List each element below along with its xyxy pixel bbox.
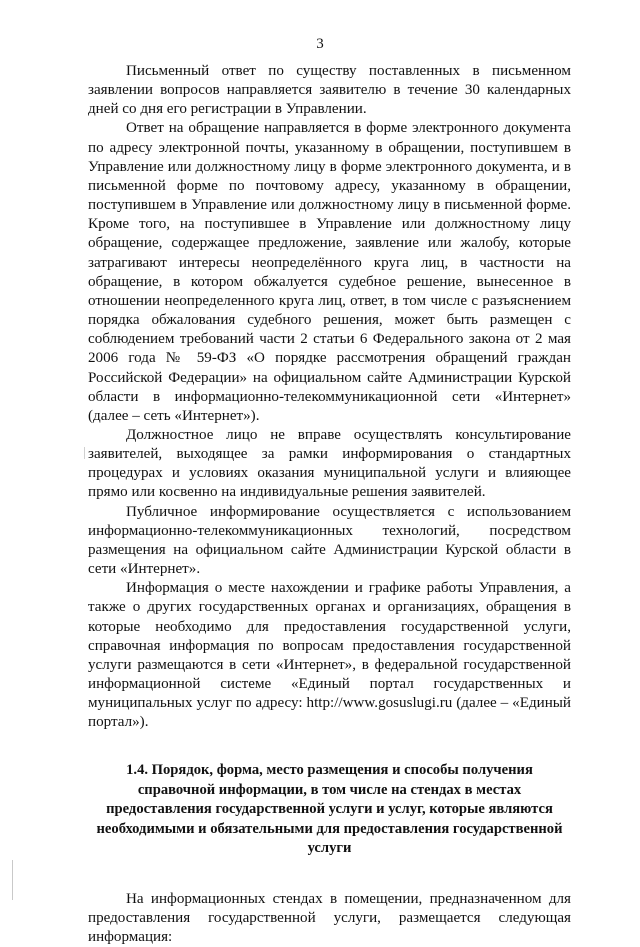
paragraph-location-info: Информация о месте нахождении и графике работы Управления, а также о других государственных органах и организациях, обращения в которые необходимо для предоставления государственной услуги, справочная информация по вопросам предоставления государственной услуги размещаются в сети «Интернет», в федеральной государственной информационной системе «Единый портал государственных и муниципальных услуг по адресу: http://www.gosuslugi.ru (далее – «Единый портал»). [88,580,571,731]
paragraph-public-informing: Публичное информирование осуществляется с использованием информационно-телекоммуникационных технологий, посредством размещения на официальном сайте Администрации Курской области в сети «Интернет». [88,503,571,578]
page-number: 3 [316,36,324,52]
paragraph-info-stands: На информационных стендах в помещении, предназначенном для предоставления государственной услуги, размещается следующая информация: [88,890,571,945]
section-heading: 1.4. Порядок, форма, место размещения и способы получения справочной информации, в том числе на стендах в местах предоставления государственной услуги и услуг, которые являются необходимыми и обязательными для предоставления государственной услуги [96,762,563,857]
scan-artifact [84,447,85,459]
scan-artifact [12,860,13,900]
paragraph-written-answer: Письменный ответ по существу поставленных в письменном заявлении вопросов направляется заявителю в течение 30 календарных дней со дня его регистрации в Управлении. [88,63,571,118]
paragraph-answer-delivery: Ответ на обращение направляется в форме электронного документа по адресу электронной почты, указанному в обращении, поступившем в Управление или должностному лицу в форме электронного документа, и в письменной форме по почтовому адресу, указанному в обращении, поступившем в Управление или должностному лицу в письменной форме. Кроме того, на поступившее в Управление или должностному лицу обращение, содержащее предложение, заявление или жалобу, которые затрагивают интересы неопределённого круга лиц, в частности на обращение, в котором обжалуется судебное решение, вынесенное в отношении неопределенного круга лиц, ответ, в том числе с разъяснением порядка обжалования судебного решения, может быть размещен с соблюдением требований части 2 статьи 6 Федерального закона от 2 мая 2006 года № 59-ФЗ «О порядке рассмотрения обращений граждан Российской Федерации» на официальном сайте Администрации Курской области в информационно-телекоммуникационной сети «Интернет» (далее – сеть «Интернет»). [88,120,571,424]
paragraph-official-restriction: Должностное лицо не вправе осуществлять консультирование заявителей, выходящее за рамки информирования о стандартных процедурах и условиях оказания муниципальной услуги и влияющее прямо или косвенно на индивидуальные решения заявителей. [88,426,571,501]
document-body [88,62,571,947]
